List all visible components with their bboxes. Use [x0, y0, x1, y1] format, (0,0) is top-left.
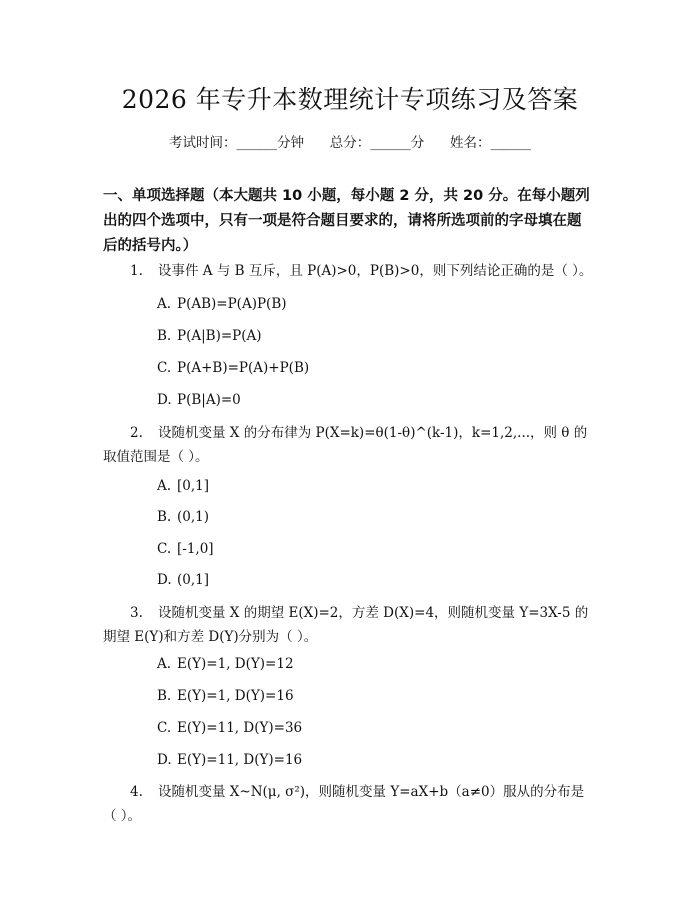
question-number: 1.: [130, 263, 143, 279]
question-3-option-d: [157, 750, 302, 770]
question-number: 2.: [130, 425, 143, 441]
option-label: D.: [157, 572, 172, 588]
option-text: P(B|A)=0: [177, 392, 241, 408]
option-text: [0,1]: [177, 478, 210, 494]
question-4: [103, 780, 595, 828]
question-text: 设随机变量 X 的期望 E(X)=2，方差 D(X)=4，则随机变量 Y=3X-5 的期望 E(Y)和方差 D(Y)分别为（ ）。: [103, 605, 589, 645]
option-text: E(Y)=11, D(Y)=36: [177, 720, 303, 736]
question-2: [103, 421, 595, 469]
option-label: C.: [157, 720, 172, 736]
option-text: P(A|B)=P(A): [177, 328, 262, 344]
option-text: E(Y)=11, D(Y)=16: [177, 752, 303, 768]
option-text: [-1,0]: [177, 541, 214, 557]
question-text: 设随机变量 X 的分布律为 P(X=k)=θ(1-θ)^(k-1)，k=1,2,...，则 θ 的取值范围是（ ）。: [103, 425, 588, 465]
option-label: B.: [157, 328, 172, 344]
question-1-option-a: [157, 294, 287, 314]
option-label: D.: [157, 392, 172, 408]
option-text: E(Y)=1, D(Y)=16: [177, 688, 294, 704]
option-label: A.: [157, 296, 172, 312]
option-label: B.: [157, 688, 172, 704]
question-1-option-c: [157, 358, 309, 378]
question-1-option-d: [157, 390, 241, 410]
option-label: D.: [157, 752, 172, 768]
option-label: C.: [157, 360, 172, 376]
option-text: P(A+B)=P(A)+P(B): [177, 360, 310, 376]
document-title: 2026 年专升本数理统计专项练习及答案: [121, 85, 579, 114]
option-text: E(Y)=1, D(Y)=12: [177, 656, 294, 672]
exam-info-line: 考试时间：______分钟 总分：______分 姓名：______: [169, 135, 531, 151]
question-3-option-b: [157, 686, 294, 706]
question-3: [103, 601, 595, 649]
option-text: (0,1): [177, 509, 210, 525]
question-2-option-d: [157, 570, 209, 590]
question-1-option-b: [157, 326, 262, 346]
option-label: B.: [157, 509, 172, 525]
question-2-option-b: [157, 507, 209, 527]
question-2-option-c: [157, 539, 214, 559]
option-text: (0,1]: [177, 572, 210, 588]
question-3-option-a: [157, 654, 294, 674]
section-heading: 一、单项选择题（本大题共 10 小题，每小题 2 分，共 20 分。在每小题列出的四个选项中，只有一项是符合题目要求的，请将所选项前的字母填在题后的括号内。）: [103, 188, 590, 254]
question-1: [103, 259, 595, 283]
option-text: P(AB)=P(A)P(B): [177, 296, 287, 312]
question-2-option-a: [157, 476, 209, 496]
question-text: 设随机变量 X~N(μ, σ²)，则随机变量 Y=aX+b（a≠0）服从的分布是（ ）。: [103, 784, 585, 824]
option-label: A.: [157, 478, 172, 494]
option-label: C.: [157, 541, 172, 557]
option-label: A.: [157, 656, 172, 672]
question-number: 4.: [130, 784, 143, 800]
question-number: 3.: [130, 605, 143, 621]
question-3-option-c: [157, 718, 302, 738]
question-text: 设事件 A 与 B 互斥，且 P(A)>0，P(B)>0，则下列结论正确的是（ ）。: [158, 263, 593, 279]
